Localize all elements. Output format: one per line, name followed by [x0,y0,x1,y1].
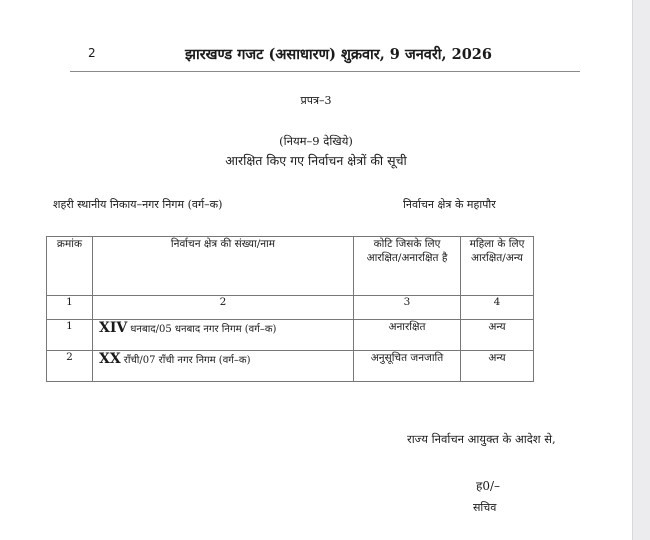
post-label: निर्वाचन क्षेत्र के महापौर [403,198,496,211]
header-constituency: निर्वाचन क्षेत्र की संख्या/नाम [93,237,354,296]
order-line: राज्य निर्वाचन आयुक्त के आदेश से, [407,432,556,446]
body-type-label: शहरी स्थानीय निकाय–नगर निगम (वर्ग–क) [53,198,223,211]
index-cell: 2 [93,296,354,320]
gazette-title: झारखण्ड गजट (असाधारण) शुक्रवार, 9 जनवरी, 2026 [185,46,492,63]
row-serial: 1 [47,320,93,351]
index-cell: 1 [47,296,93,320]
header-divider [70,71,580,72]
row-category: अनारक्षित [354,320,461,351]
table-row [47,320,534,351]
table-row [47,351,534,382]
header-category: कोटि जिसके लिए आरक्षित/अनारक्षित है [354,237,461,296]
roman-numeral: XX [99,351,121,367]
header-women: महिला के लिए आरक्षित/अन्य [461,237,534,296]
column-index-row [47,296,534,320]
list-title: आरक्षित किए गए निर्वाचन क्षेत्रों की सूची [225,153,407,168]
constituency-name: धनबाद/05 धनबाद नगर निगम (वर्ग–क) [130,324,277,335]
row-women: अन्य [461,320,534,351]
roman-numeral: XIV [99,320,128,336]
index-cell: 4 [461,296,534,320]
designation: सचिव [473,501,497,514]
index-cell: 3 [354,296,461,320]
row-constituency [93,351,354,382]
gazette-header [88,44,578,66]
table-header-row [47,237,534,296]
header-serial: क्रमांक [47,237,93,296]
row-serial: 2 [47,351,93,382]
form-label: प्रपत्र–3 [300,94,332,107]
constituency-name: राँची/07 राँची नगर निगम (वर्ग–क) [123,355,251,366]
row-category: अनुसूचित जनजाति [354,351,461,382]
page-number: 2 [88,46,96,60]
row-women: अन्य [461,351,534,382]
rule-reference: (नियम–9 देखिये) [279,134,353,148]
signature-mark: ह0/– [476,479,501,493]
reservation-table [46,236,534,382]
row-constituency [93,320,354,351]
